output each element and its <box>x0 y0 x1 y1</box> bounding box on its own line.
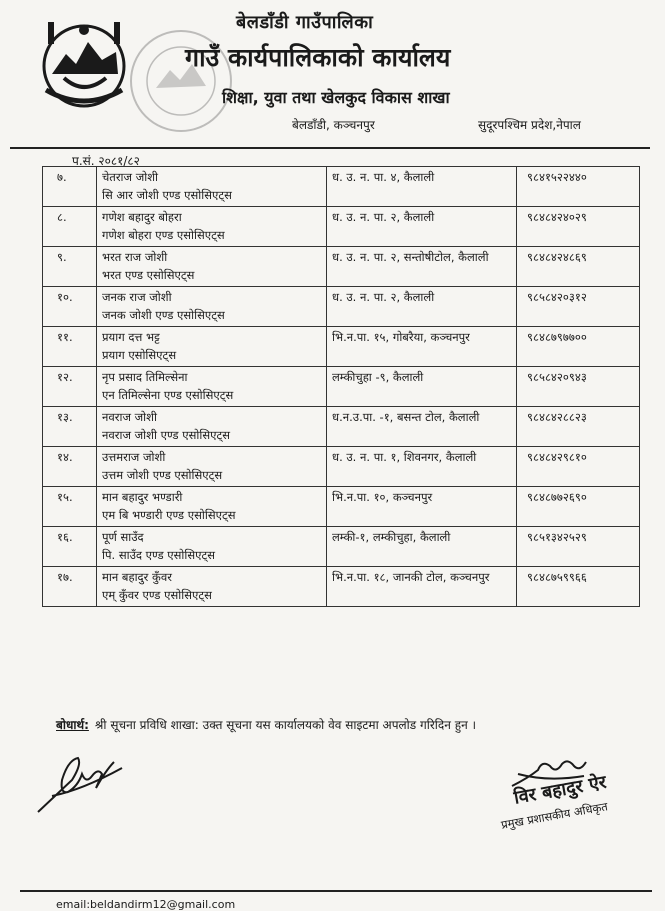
phone-cell: ९८४८७५९९६६ <box>517 567 640 607</box>
table-row <box>43 367 640 407</box>
header-divider <box>10 147 650 149</box>
person-name: प्रयाग दत्त भट्ट <box>102 330 160 344</box>
person-cell <box>97 567 327 607</box>
person-cell <box>97 447 327 487</box>
serial-number: ९. <box>43 247 97 287</box>
cc-note <box>56 716 476 733</box>
office-title: गाउँ कार्यपालिकाको कार्यालय <box>185 43 451 72</box>
reference-number: प.सं. २०८१/८२ <box>72 154 140 168</box>
table-row <box>43 407 640 447</box>
firm-name: गणेश बोहरा एण्ड एसोसिएट्स <box>102 228 225 242</box>
cc-label: बोधार्थ: <box>56 718 89 732</box>
signatory-title: प्रमुख प्रशासकीय अधिकृत <box>500 799 609 832</box>
table-row <box>43 287 640 327</box>
person-cell <box>97 167 327 207</box>
table-row <box>43 167 640 207</box>
serial-number: ७. <box>43 167 97 207</box>
address-cell: भि.न.पा. १०, कञ्चनपुर <box>327 487 517 527</box>
serial-number: १६. <box>43 527 97 567</box>
person-cell <box>97 247 327 287</box>
phone-cell: ९८४८७९७७०० <box>517 327 640 367</box>
phone-cell: ९८४८४२९८१० <box>517 447 640 487</box>
phone-cell: ९८५१३४२५२९ <box>517 527 640 567</box>
municipality-name: बेलडाँडी गाउँपालिका <box>236 12 374 33</box>
firm-name: उत्तम जोशी एण्ड एसोसिएट्स <box>102 468 223 482</box>
section-title: शिक्षा, युवा तथा खेलकुद विकास शाखा <box>222 88 450 107</box>
serial-number: ८. <box>43 207 97 247</box>
firm-name: नवराज जोशी एण्ड एसोसिएट्स <box>102 428 231 442</box>
person-name: नृप प्रसाद तिमिल्सेना <box>102 370 188 384</box>
signatory-name: विर बहादुर ऐर <box>512 771 608 809</box>
person-cell <box>97 407 327 447</box>
phone-cell: ९८५८४२०३१२ <box>517 287 640 327</box>
table-row <box>43 527 640 567</box>
address-cell: ध. उ. न. पा. २, सन्तोषीटोल, कैलाली <box>327 247 517 287</box>
serial-number: १२. <box>43 367 97 407</box>
firm-name: जनक जोशी एण्ड एसोसिएट्स <box>102 308 225 322</box>
address-cell: भि.न.पा. १५, गोबरैया, कञ्चनपुर <box>327 327 517 367</box>
handwritten-signature-left <box>32 750 128 820</box>
person-name: उत्तमराज जोशी <box>102 450 166 464</box>
footer-email: email:beldandirm12@gmail.com <box>56 898 236 911</box>
firm-name: पि. साउँद एण्ड एसोसिएट्स <box>102 548 216 562</box>
address-cell: भि.न.पा. १८, जानकी टोल, कञ्चनपुर <box>327 567 517 607</box>
person-cell <box>97 487 327 527</box>
firm-name: सि आर जोशी एण्ड एसोसिएट्स <box>102 188 232 202</box>
address-cell: ध. उ. न. पा. १, शिवनगर, कैलाली <box>327 447 517 487</box>
firm-name: भरत एण्ड एसोसिएट्स <box>102 268 195 282</box>
province-name: सुदूरपश्चिम प्रदेश,नेपाल <box>478 118 581 132</box>
phone-cell: ९८४८४२४०२९ <box>517 207 640 247</box>
table-row <box>43 447 640 487</box>
serial-number: ११. <box>43 327 97 367</box>
address-cell: ध. उ. न. पा. ४, कैलाली <box>327 167 517 207</box>
person-name: चेतराज जोशी <box>102 170 159 184</box>
person-name: गणेश बहादुर बोहरा <box>102 210 182 224</box>
serial-number: १७. <box>43 567 97 607</box>
address-cell: लम्की-१, लम्कीचुहा, कैलाली <box>327 527 517 567</box>
person-cell <box>97 327 327 367</box>
table-row <box>43 247 640 287</box>
firm-name: एम बि भण्डारी एण्ड एसोसिएट्स <box>102 508 236 522</box>
person-name: पूर्ण साउँद <box>102 530 144 544</box>
table-row <box>43 567 640 607</box>
serial-number: १०. <box>43 287 97 327</box>
phone-cell: ९८४८७७२६९० <box>517 487 640 527</box>
firm-name: एन तिमिल्सेना एण्ड एसोसिएट्स <box>102 388 234 402</box>
person-cell <box>97 527 327 567</box>
firm-name: एम् कुँवर एण्ड एसोसिएट्स <box>102 588 212 602</box>
person-name: मान बहादुर कुँवर <box>102 570 172 584</box>
office-address: बेलडाँडी, कञ्चनपुर <box>292 118 375 132</box>
nepal-emblem-icon <box>36 16 132 112</box>
person-name: भरत राज जोशी <box>102 250 168 264</box>
serial-number: १४. <box>43 447 97 487</box>
address-cell: ध. उ. न. पा. २, कैलाली <box>327 207 517 247</box>
phone-cell: ९८५८४२०९४३ <box>517 367 640 407</box>
person-name: जनक राज जोशी <box>102 290 172 304</box>
phone-cell: ९८४१५२२४४० <box>517 167 640 207</box>
firm-list-table <box>42 166 640 607</box>
person-cell <box>97 207 327 247</box>
phone-cell: ९८४८४२८८२३ <box>517 407 640 447</box>
person-name: नवराज जोशी <box>102 410 157 424</box>
serial-number: १३. <box>43 407 97 447</box>
firm-name: प्रयाग एसोसिएट्स <box>102 348 177 362</box>
phone-cell: ९८४८४२४८६९ <box>517 247 640 287</box>
person-name: मान बहादुर भण्डारी <box>102 490 183 504</box>
table-row <box>43 327 640 367</box>
cc-text: श्री सूचना प्रविधि शाखा: उक्त सूचना यस कार्यालयको वेव साइटमा अपलोड गरिदिन हुन । <box>94 718 477 732</box>
table-row <box>43 207 640 247</box>
person-cell <box>97 287 327 327</box>
address-cell: ध.न.उ.पा. -१, बसन्त टोल, कैलाली <box>327 407 517 447</box>
footer-divider <box>20 890 652 892</box>
address-cell: ध. उ. न. पा. २, कैलाली <box>327 287 517 327</box>
person-cell <box>97 367 327 407</box>
serial-number: १५. <box>43 487 97 527</box>
address-cell: लम्कीचुहा -९, कैलाली <box>327 367 517 407</box>
table-row <box>43 487 640 527</box>
